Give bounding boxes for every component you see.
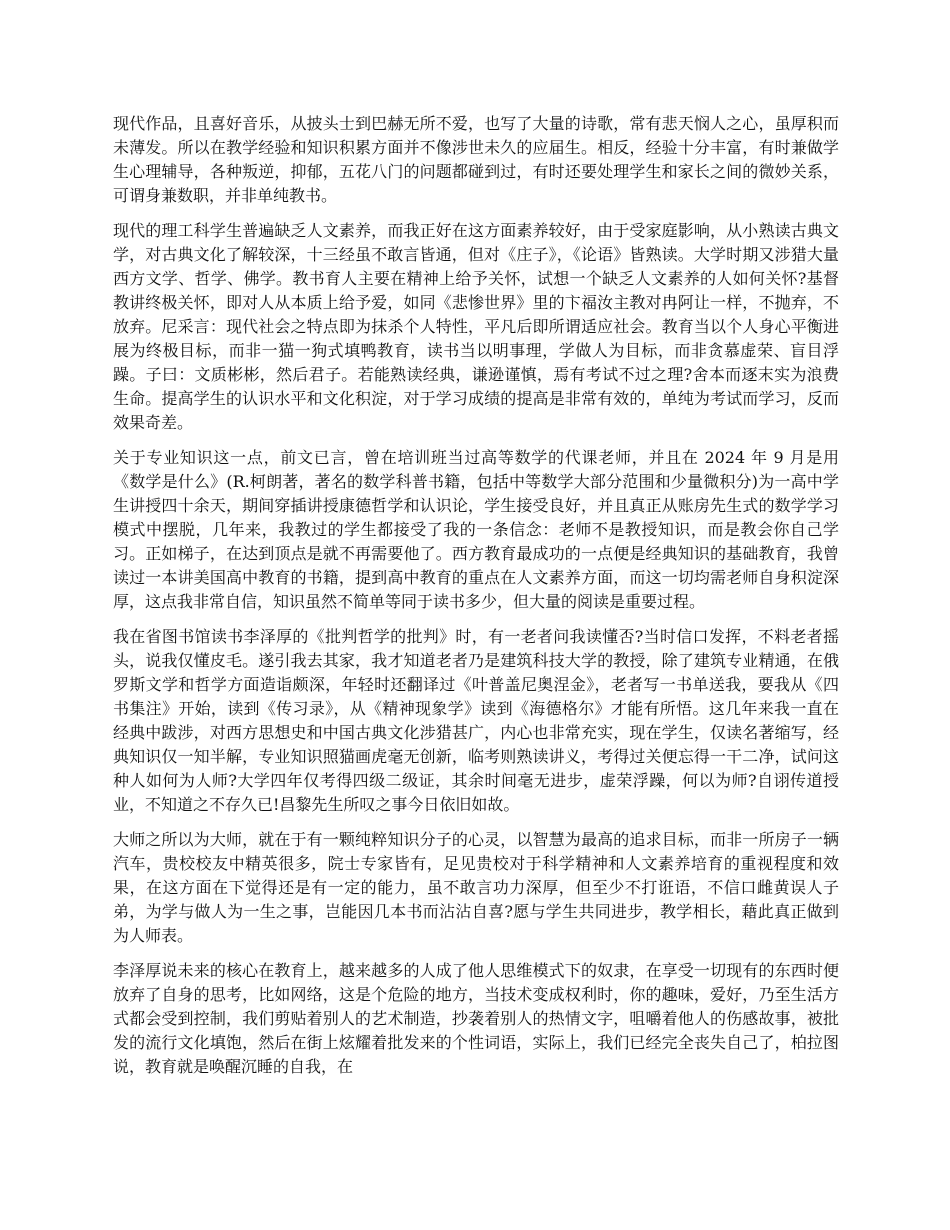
paragraph-3: 关于专业知识这一点，前文已言，曾在培训班当过高等数学的代课老师，并且在 2024 年 9 月是用《数学是什么》(R.柯朗著，著名的数学科普书籍，包括中等数学大部分范围和少量微积分)为一高中学生讲授四十余天，期间穿插讲授康德哲学和认识论，学生接受良好，并且真正从账房先生式的数学学习模式中摆脱，几年来，我教过的学生都接受了我的一条信念：老师不是教授知识，而是教会你自己学习。正如梯子，在达到顶点是就不再需要他了。西方教育最成功的一点便是经典知识的基础教育，我曾读过一本讲美国高中教育的书籍，提到高中教育的重点在人文素养方面，而这一切均需老师自身积淀深厚，这点我非常自信，知识虽然不简单等同于读书多少，但大量的阅读是重要过程。 — [113, 448, 839, 611]
paragraph-1: 现代作品，且喜好音乐，从披头士到巴赫无所不爱，也写了大量的诗歌，常有悲天悯人之心，虽厚积而未薄发。所以在教学经验和知识积累方面并不像涉世未久的应届生。相反，经验十分丰富，有时兼做学生心理辅导，各种叛逆，抑郁，五花八门的问题都碰到过，有时还要处理学生和家长之间的微妙关系，可谓身兼数职，并非单纯教书。 — [113, 114, 839, 205]
paragraph-6: 李泽厚说未来的核心在教育上，越来越多的人成了他人思维模式下的奴隶，在享受一切现有的东西时便放弃了自身的思考，比如网络，这是个危险的地方，当技术变成权利时，你的趣味，爱好，乃至生活方式都会受到控制，我们剪贴着别人的艺术制造，抄袭着别人的热情文字，咀嚼着他人的伤感故事，被批发的流行文化填饱，然后在街上炫耀着批发来的个性词语，实际上，我们已经完全丧失自己了，柏拉图说，教育就是唤醒沉睡的自我，在 — [113, 961, 839, 1076]
paragraph-4: 我在省图书馆读书李泽厚的《批判哲学的批判》时，有一老者问我读懂否?当时信口发挥，不料老者摇头，说我仅懂皮毛。遂引我去其家，我才知道老者乃是建筑科技大学的教授，除了建筑专业精通，在俄罗斯文学和哲学方面造诣颇深，年轻时还翻译过《叶普盖尼奥涅金》，老者写一书单送我，要我从《四书集注》开始，读到《传习录》，从《精神现象学》读到《海德格尔》才能有所悟。这几年来我一直在经典中跋涉，对西方思想史和中国古典文化涉猎甚广，内心也非常充实，现在学生，仅读名著缩写，经典知识仅一知半解，专业知识照猫画虎毫无创新，临考则熟读讲义，考得过关便忘得一干二净，试问这种人如何为人师?大学四年仅考得四级二级证，其余时间毫无进步，虚荣浮躁，何以为师?自诩传道授业，不知道之不存久已!昌黎先生所叹之事今日依旧如故。 — [113, 627, 839, 814]
document-body — [113, 112, 839, 1090]
paragraph-2: 现代的理工科学生普遍缺乏人文素养，而我正好在这方面素养较好，由于受家庭影响，从小熟读古典文学，对古典文化了解较深，十三经虽不敢言皆通，但对《庄子》，《论语》皆熟读。大学时期又涉猎大量西方文学、哲学、佛学。教书育人主要在精神上给予关怀，试想一个缺乏人文素养的人如何关怀?基督教讲终极关怀，即对人从本质上给予爱，如同《悲惨世界》里的卞福汝主教对冉阿让一样，不抛弃，不放弃。尼采言：现代社会之特点即为抹杀个人特性，平凡后即所谓适应社会。教育当以个人身心平衡进展为终极目标，而非一猫一狗式填鸭教育，读书当以明事理，学做人为目标，而非贪慕虚荣、盲目浮躁。子曰：文质彬彬，然后君子。若能熟读经典，谦逊谨慎，焉有考试不过之理?舍本而逐末实为浪费生命。提高学生的认识水平和文化积淀，对于学习成绩的提高是非常有效的，单纯为考试而学习，反而效果奇差。 — [113, 221, 839, 432]
paragraph-5: 大师之所以为大师，就在于有一颗纯粹知识分子的心灵，以智慧为最高的追求目标，而非一所房子一辆汽车，贵校校友中精英很多，院士专家皆有，足见贵校对于科学精神和人文素养培育的重视程度和效果，在这方面在下觉得还是有一定的能力，虽不敢言功力深厚，但至少不打诳语，不信口雌黄误人子弟，为学与做人为一生之事，岂能因几本书而沾沾自喜?愿与学生共同进步，教学相长，藉此真正做到为人师表。 — [113, 830, 839, 945]
